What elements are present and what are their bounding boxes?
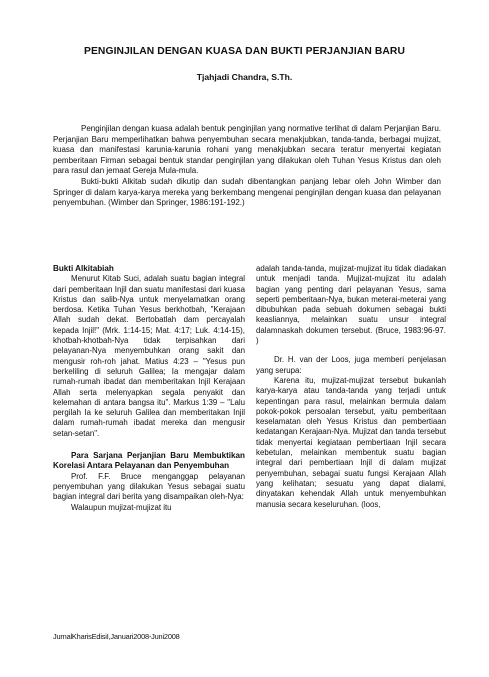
article-title: PENGINJILAN DENGAN KUASA DAN BUKTI PERJANJIAN BARU [84,46,405,57]
abstract-paragraph: Penginjilan dengan kuasa adalah bentuk penginjilan yang normative terlihat di dalam Perjanjian Baru. Perjanjian Baru memperlihatkan bahwa penyembuhan secara menakjubkan, tanda-tanda, berbagai mujizat, kuasa dan manifestasi karunia-karunia rohani yang menakjubkan secara teratur menyertai kegiatan pemberitaan Firman sebagai bentuk standar penginjilan yang dilakukan oleh Tuhan Yesus Kristus dan oleh para rasul dan jemaat Gereja Mula-mula. [53,124,441,176]
abstract-paragraph: Bukti-bukti Alkitab sudah dikutip dan sudah dibentangkan panjang lebar oleh John Wimber dan Springer di dalam karya-karya mereka yang berkembang mengenai penginjilan dengan kuasa dan pelayanan penyembuhan. (Wimber dan Springer, 1986:191-192.) [53,176,441,208]
left-column [53,264,245,513]
right-column [256,264,446,510]
body-paragraph: Menurut Kitab Suci, adalah suatu bagian integral dari pemberitaan Injil dan suatu manifestasi dari kuasa Kristus dan salib-Nya untuk menyelamatkan orang berdosa. Ketika Tuhan Yesus berkhotbah, "Kerajaan Allah sudah dekat. Bertobatlah dam percayalah kepada Injil!" (Mrk. 1:14-15; Mat. 4:17; Luk. 4:14-15), khotbah-khotbah-Nya tidak terpisahkan dari pelayanan-Nya menyembuhkan orang sakit dan mengusir roh-roh jahat. Matius 4:23 – "Yesus pun berkeliling di seluruh Galilea; Ia mengajar dalam rumah-rumah ibadat dan memberitakan Injil Kerajaan Allah serta melenyapkan segala penyakit dan kelemahan di antara bangsa itu". Markus 1:39 – "Lalu pergilah Ia ke seluruh Galilea dan memberitakan Injil dalam rumah-rumah ibadat mereka dan mengusir setan-setan". [53,274,245,438]
section-subheading: Para Sarjana Perjanjian Baru Membuktikan Korelasi Antara Pelayanan dan Penyembuhan [53,451,245,471]
quote-paragraph: Karena itu, mujizat-mujizat tersebut bukanlah karya-karya atau tanda-tanda yang terjadi untuk kepentingan para rasul, melainkan bermula dalam pokok-pokok persoalan tersebut, yaitu pemberitaan keselamatan oleh Yesus Kristus dan pembertiaan kedatangan Kerajaan-Nya. Mujizat dan tanda tersebut tidak menyertai kegiataan pembertiaan Injil secara kebetulan, melainkan membentuk suatu bagian integral dari pembertiaan Injil di dalam mujizat penyembuhan, sebagai suatu fungsi Kerajaan Allah yang kelihatan; sesuatu yang dapat dialami, dinyatakan kehendak Allah untuk menyembuhkan manusia secara keseluruhan. (loos, [256,375,446,509]
article-author: Tjahjadi Chandra, S.Th. [196,72,293,82]
body-paragraph: Walaupun mujizat-mujizat itu [71,502,172,512]
page-footer: JurnalKharisEdisiI,Januari2008-Juni2008 [53,632,180,641]
article-abstract [53,124,441,209]
body-paragraph: Dr. H. van der Loos, juga memberi penjelasan yang serupa: [256,355,446,375]
section-heading: Bukti Alkitabiah [53,264,114,273]
body-paragraph: Prof. F.F. Bruce menganggap pelayanan penyembuhan yang dilakukan Yesus sebagai suatu bagian integral dari berita yang disampaikan oleh-Nya: [53,471,245,502]
quote-paragraph: adalah tanda-tanda, mujizat-mujizat itu tidak diadakan untuk menjadi tanda. Mujizat-mujizat itu adalah bagian yang penting dari pelayanan Yesus, sama seperti pemberitaan-Nya, bukan meterai-meterai yang dibubuhkan pada sebuah dokumen sebagai bukti keasliannya, melainkan suatu unsur integral dalamnaskah dokumen tersebut. (Bruce, 1983:96-97. ) [256,264,446,346]
